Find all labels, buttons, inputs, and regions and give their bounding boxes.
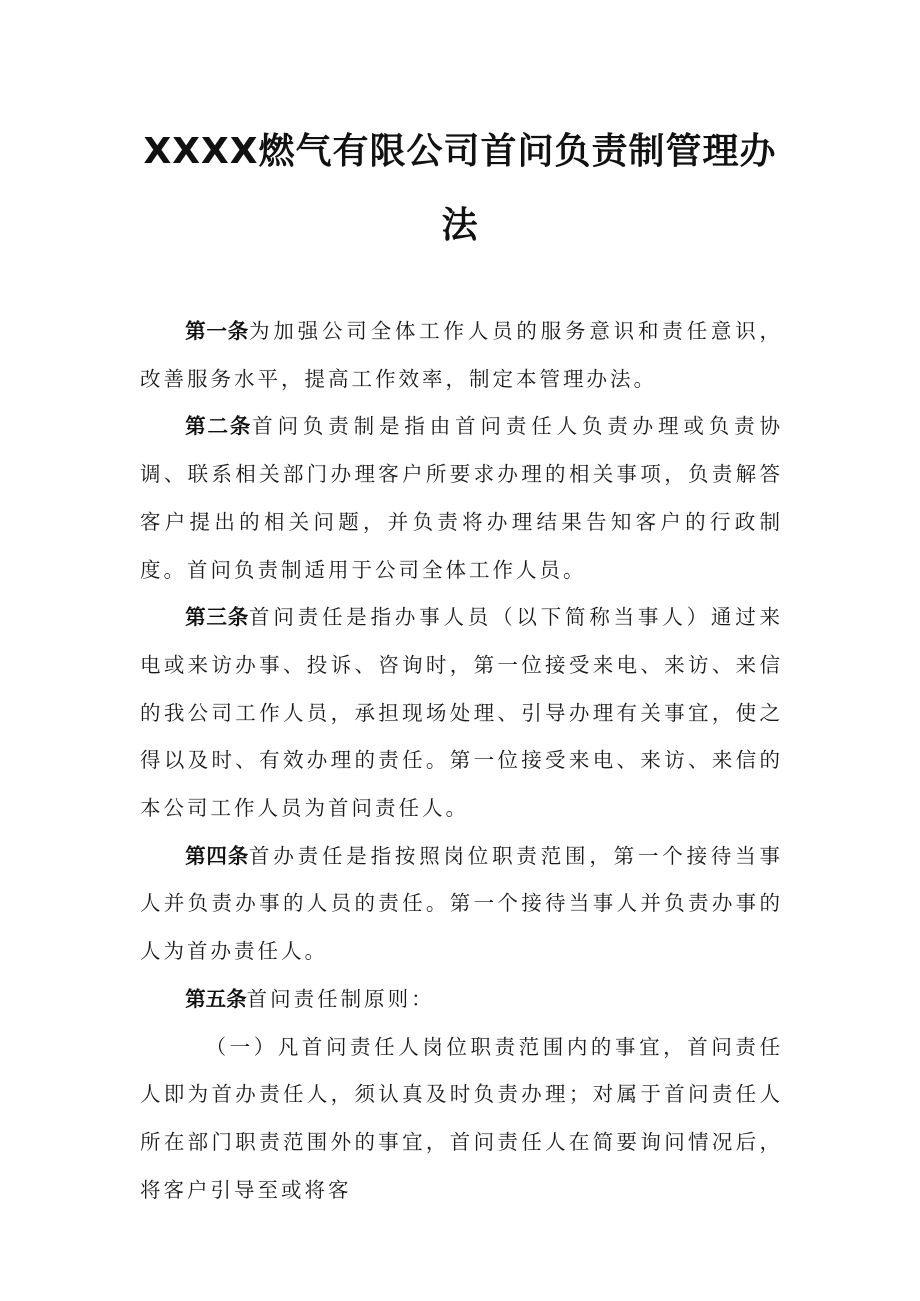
- article-4-text: 首办责任是指按照岗位职责范围，第一个接待当事人并负责办事的人员的责任。第一个接待当事人并负责办事的人为首办责任人。: [140, 843, 784, 964]
- document-title-line-2: 法: [441, 205, 479, 246]
- article-5-clause-1: （一）凡首问责任人岗位职责范围内的事宜，首问责任人即为首办责任人，须认真及时负责办理；对属于首问责任人所在部门职责范围外的事宜，首问责任人在简要询问情况后，将客户引导至或将客: [140, 1034, 783, 1202]
- article-2-label: 第二条: [185, 414, 253, 439]
- article-5-text: 首问责任制原则：: [246, 986, 435, 1011]
- document-title-line-1: XXXX燃气有限公司首问负责制管理办: [143, 131, 777, 172]
- article-3-label: 第三条: [185, 605, 250, 630]
- article-2-text: 首问负责制是指由首问责任人负责办理或负责协调、联系相关部门办理客户所要求办理的相关事项，负责解答客户提出的相关问题，并负责将办理结果告知客户的行政制度。首问负责制适用于公司全体工作人员。: [140, 414, 784, 582]
- article-4-label: 第四条: [185, 843, 250, 868]
- article-3: [140, 594, 783, 833]
- article-1-label: 第一条: [185, 319, 250, 343]
- article-5: [140, 976, 783, 1024]
- article-1-text: 为加强公司全体工作人员的服务意识和责任意识，改善服务水平，提高工作效率，制定本管理办法。: [140, 319, 784, 391]
- article-1: [140, 308, 783, 403]
- article-2: [140, 403, 783, 594]
- article-3-text: 首问责任是指办事人员（以下简称当事人）通过来电或来访办事、投诉、咨询时，第一位接受来电、来访、来信的我公司工作人员，承担现场处理、引导办理有关事宜，使之得以及时、有效办理的责任。第一位接受来电、来访、来信的本公司工作人员为首问责任人。: [140, 605, 784, 821]
- article-5-label: 第五条: [185, 986, 247, 1011]
- article-4: [140, 833, 783, 976]
- document-body: [140, 308, 783, 1214]
